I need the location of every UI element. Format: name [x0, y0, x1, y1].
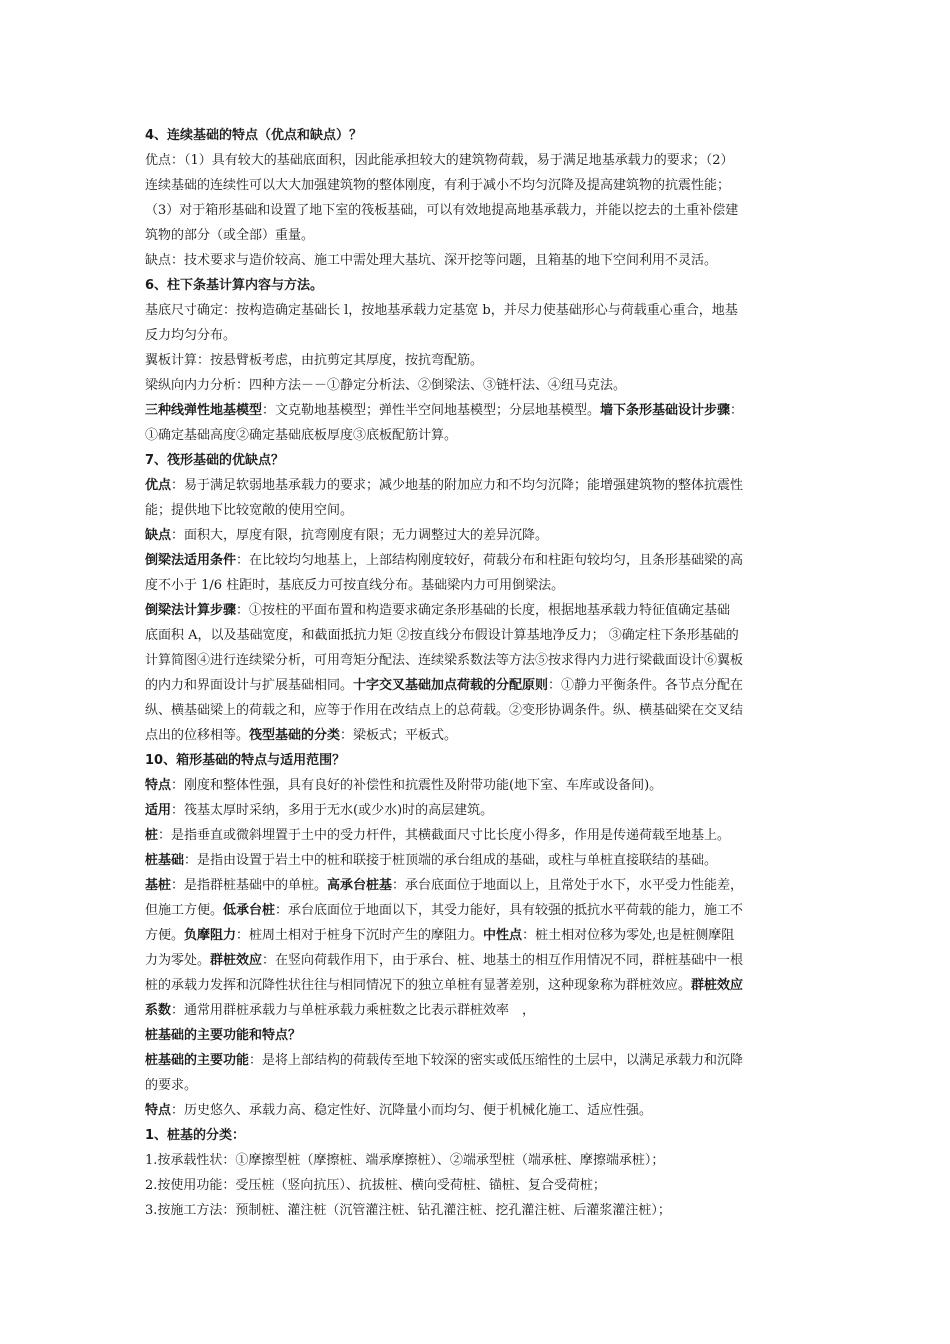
body-text: ：通常用群桩承载力与单桩承载力乘桩数之比表示群桩效率 ，: [171, 1003, 536, 1018]
bold-text: 缺点: [145, 528, 172, 543]
text-line: [145, 498, 810, 523]
text-line: [145, 1073, 810, 1098]
text-line: [145, 973, 810, 998]
body-text: 的内力和界面设计与扩展基础相同。: [145, 678, 354, 693]
bold-text: 桩基础的主要功能: [145, 1053, 250, 1068]
body-text: ：承台底面位于地面以下，其受力能好，具有较强的抵抗水平荷载的能力，施工不: [275, 903, 744, 918]
body-text: 翼板计算：按悬臂板考虑，由抗剪定其厚度，按抗弯配筋。: [145, 353, 484, 368]
body-text: 但施工方便。: [145, 903, 224, 918]
body-text: 反力均匀分布。: [145, 328, 237, 343]
bold-text: 中性点: [483, 928, 523, 943]
text-line: [145, 573, 810, 598]
body-text: 点出的位移相等。: [145, 728, 250, 743]
bold-text: 特点: [145, 1103, 172, 1118]
body-text: 优点：（1）具有较大的基础底面积，因此能承担较大的建筑物荷载，易于满足地基承载力的要求；（2）: [145, 153, 734, 168]
text-line: [145, 998, 810, 1023]
text-line: [145, 623, 810, 648]
body-text: 力为零处。: [145, 953, 211, 968]
body-text: ：历史悠久、承载力高、稳定性好、沉降量小而均匀、便于机械化施工、适应性强。: [171, 1103, 653, 1118]
body-text: 桩的承载力发挥和沉降性状往往与相同情况下的独立单桩有显著差别，这种现象称为群桩效应。: [145, 978, 692, 993]
bold-text: 群桩效应: [691, 978, 744, 993]
body-text: 2.按使用功能：受压桩（竖向抗压）、抗拔桩、横向受荷桩、锚桩、复合受荷桩；: [145, 1178, 606, 1193]
text-line: [145, 423, 810, 448]
body-text: 计算简图④进行连续梁分析，可用弯矩分配法、连续梁系数法等方法⑤按求得内力进行梁截面设计⑥翼板: [145, 653, 744, 668]
bold-text: 倒梁法计算步骤: [145, 603, 237, 618]
text-line: [145, 798, 810, 823]
text-line: [145, 873, 810, 898]
body-text: ：面积大，厚度有限，抗弯刚度有限；无力调整过大的差异沉降。: [171, 528, 549, 543]
body-text: ①确定基础高度②确定基础底板厚度③底板配筋计算。: [145, 428, 458, 443]
body-text: ：①按柱的平面布置和构造要求确定条形基础的长度，根据地基承载力特征值确定基础: [236, 603, 731, 618]
bold-text: 系数: [145, 1003, 172, 1018]
body-text: 连续基础的连续性可以大大加强建筑物的整体刚度，有利于减小不均匀沉降及提高建筑物的抗震性能；: [145, 178, 731, 193]
body-text: 梁纵向内力分析：四种方法－－①静定分析法、②倒梁法、③链杆法、④纽马克法。: [145, 378, 627, 393]
text-line: [145, 748, 810, 773]
text-line: [145, 548, 810, 573]
bold-text: 倒梁法适用条件: [145, 553, 237, 568]
text-line: [145, 273, 810, 298]
bold-text: 筏型基础的分类: [249, 728, 341, 743]
text-line: [145, 1048, 810, 1073]
bold-text: 10、箱形基础的特点与适用范围？: [145, 753, 346, 768]
bold-text: 三种线弹性地基模型: [145, 403, 263, 418]
text-line: [145, 698, 810, 723]
bold-text: 优点: [145, 478, 172, 493]
body-text: ：是指垂直或微斜埋置于土中的受力杆件，其横截面尺寸比长度小得多，作用是传递荷载至地基上。: [158, 828, 731, 843]
bold-text: 桩基础: [145, 853, 185, 868]
bold-text: 4、连续基础的特点（优点和缺点）？: [145, 128, 363, 143]
text-line: [145, 723, 810, 748]
bold-text: 低承台桩: [223, 903, 276, 918]
text-line: [145, 648, 810, 673]
text-line: [145, 298, 810, 323]
bold-text: 7、筏形基础的优缺点？: [145, 453, 285, 468]
bold-text: 1、桩基的分类：: [145, 1128, 246, 1143]
text-line: [145, 1173, 810, 1198]
body-text: 底面积 A，以及基础宽度，和截面抵抗力矩 ②按直线分布假设计算基地净反力； ③确定柱下条形基础的: [145, 628, 739, 643]
text-line: [145, 148, 810, 173]
text-line: [145, 923, 810, 948]
bold-text: 适用: [145, 803, 172, 818]
bold-text: 基桩: [145, 878, 172, 893]
text-line: [145, 848, 810, 873]
text-line: [145, 773, 810, 798]
body-text: 3.按施工方法：预制桩、灌注桩（沉管灌注桩、钻孔灌注桩、挖孔灌注桩、后灌浆灌注桩）；: [145, 1203, 671, 1218]
body-text: 基底尺寸确定：按构造确定基础长 l，按地基承载力定基宽 b，并尽力使基础形心与荷载重心重合，地基: [145, 303, 738, 318]
text-line: [145, 373, 810, 398]
body-text: 方便。: [145, 928, 185, 943]
body-text: 缺点：技术要求与造价较高、施工中需处理大基坑、深开挖等问题，且箱基的地下空间利用不灵活。: [145, 253, 718, 268]
body-text: ：筏基太厚时采纳，多用于无水(或少水)时的高层建筑。: [171, 803, 494, 818]
bold-text: 群桩效应: [210, 953, 263, 968]
bold-text: 特点: [145, 778, 172, 793]
body-text: ：①静力平衡条件。各节点分配在: [548, 678, 744, 693]
text-line: [145, 223, 810, 248]
text-line: [145, 123, 810, 148]
body-text: ：是指群桩基础中的单桩。: [171, 878, 328, 893]
document-body: [145, 123, 810, 1223]
text-line: [145, 398, 810, 423]
bold-text: 桩: [145, 828, 159, 843]
text-line: [145, 473, 810, 498]
text-line: [145, 348, 810, 373]
text-line: [145, 173, 810, 198]
text-line: [145, 1123, 810, 1148]
body-text: ：桩土相对位移为零处,也是桩侧摩阻: [522, 928, 735, 943]
body-text: ：桩周土相对于桩身下沉时产生的摩阻力。: [236, 928, 484, 943]
body-text: ：刚度和整体性强，具有良好的补偿性和抗震性及附带功能(地下室、车库或设备间)。: [171, 778, 663, 793]
bold-text: 桩基础的主要功能和特点？: [145, 1028, 302, 1043]
body-text: ：是将上部结构的荷载传至地下较深的密实或低压缩性的土层中，以满足承载力和沉降: [249, 1053, 744, 1068]
text-line: [145, 1023, 810, 1048]
body-text: 能；提供地下比较宽敞的使用空间。: [145, 503, 354, 518]
body-text: ：在比较均匀地基上，上部结构刚度较好，荷载分布和柱距句较均匀，且条形基础梁的高: [236, 553, 744, 568]
text-line: [145, 1198, 810, 1223]
text-line: [145, 898, 810, 923]
text-line: [145, 948, 810, 973]
body-text: 度不小于 1/6 柱距时，基底反力可按直线分布。基础梁内力可用倒梁法。: [145, 578, 565, 593]
text-line: [145, 323, 810, 348]
body-text: ：是指由设置于岩土中的桩和联接于桩顶端的承台组成的基础，或柱与单桩直接联结的基础。: [184, 853, 718, 868]
text-line: [145, 673, 810, 698]
text-line: [145, 598, 810, 623]
body-text: 纵、横基础梁上的荷载之和，应等于作用在改结点上的总荷载。②变形协调条件。纵、横基础梁在交叉结: [145, 703, 744, 718]
body-text: ：文克勒地基模型；弹性半空间地基模型；分层地基模型。: [262, 403, 601, 418]
body-text: ：易于满足软弱地基承载力的要求；减少地基的附加应力和不均匀沉降；能增强建筑物的整体抗震性: [171, 478, 744, 493]
body-text: ：: [730, 403, 744, 418]
body-text: （3）对于箱形基础和设置了地下室的筏板基础，可以有效地提高地基承载力，并能以挖去的土重补偿建: [145, 203, 739, 218]
text-line: [145, 198, 810, 223]
text-line: [145, 1148, 810, 1173]
text-line: [145, 448, 810, 473]
text-line: [145, 523, 810, 548]
body-text: ：梁板式；平板式。: [340, 728, 458, 743]
bold-text: 墙下条形基础设计步骤: [600, 403, 731, 418]
bold-text: 负摩阻力: [184, 928, 237, 943]
bold-text: 高承台桩基: [327, 878, 393, 893]
body-text: 筑物的部分（或全部）重量。: [145, 228, 315, 243]
bold-text: 十字交叉基础加点荷载的分配原则: [353, 678, 549, 693]
body-text: ：承台底面位于地面以上，且常处于水下，水平受力性能差，: [392, 878, 744, 893]
text-line: [145, 248, 810, 273]
body-text: 1.按承载性状：①摩擦型桩（摩擦桩、端承摩擦桩）、②端承型桩（端承桩、摩擦端承桩）；: [145, 1153, 665, 1168]
bold-text: 6、柱下条基计算内容与方法。: [145, 278, 324, 293]
body-text: 的要求。: [145, 1078, 198, 1093]
text-line: [145, 1098, 810, 1123]
body-text: ：在竖向荷载作用下，由于承台、桩、地基土的相互作用情况不同，群桩基础中一根: [262, 953, 744, 968]
text-line: [145, 823, 810, 848]
